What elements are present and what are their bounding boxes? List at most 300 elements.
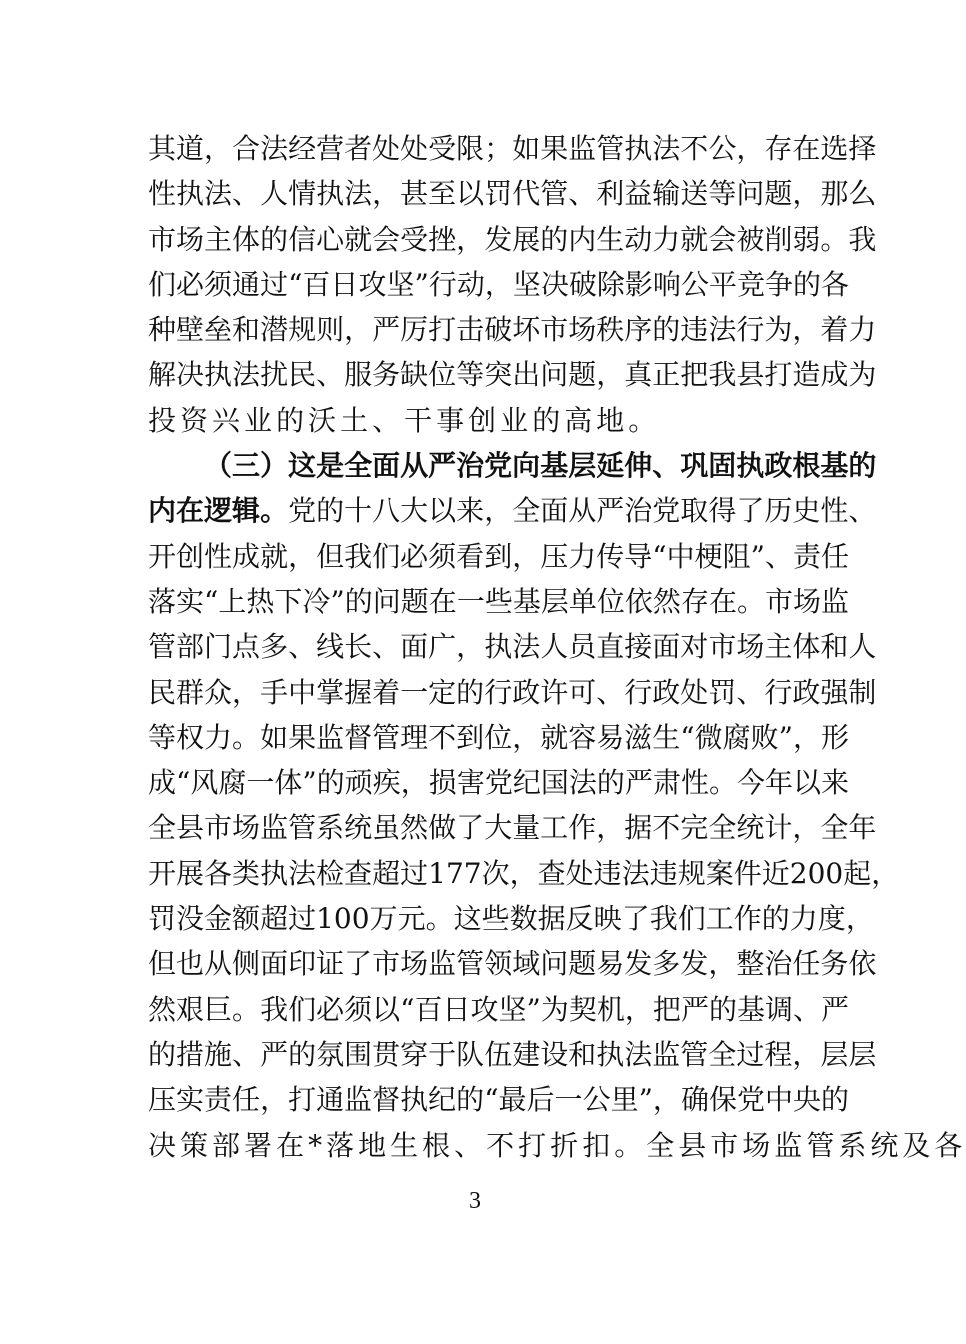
text-char: 的 [848,449,877,483]
text-char: 害 [456,766,485,800]
text-char: 滋 [624,720,653,754]
text-char: 策 [180,1128,213,1162]
text-char: 体 [792,630,821,664]
text-char: 的 [761,902,790,936]
text-char: 输 [652,177,681,211]
text-char: 内 [148,494,177,528]
text-char: 发 [624,947,653,981]
text-char: 执 [316,177,345,211]
text-char: 题 [568,947,597,981]
text-char: 中 [666,539,695,573]
text-char: 经 [288,132,317,165]
text-char: 腐 [722,720,751,754]
text-char: 在 [428,584,457,618]
text-char: 的 [316,766,345,800]
text-char: 性 [680,766,709,800]
text-char: 顽 [344,766,373,800]
text-char: 设 [540,1037,569,1071]
text-char: 着 [372,675,401,709]
text-char: 如 [512,132,541,165]
text-char: 工 [705,902,734,936]
text-char: 严 [372,313,401,347]
text-line [148,262,850,307]
text-char: 限 [456,132,485,165]
text-char: 次 [481,856,510,890]
text-char: 地 [358,1128,391,1162]
text-char: 监 [344,1083,373,1117]
text-char: 发 [484,222,513,256]
text-char: 了 [456,811,485,845]
text-char: 市 [148,222,177,256]
text-char: 县 [678,1128,711,1162]
text-char: 心 [316,222,345,256]
text-char: 就 [680,222,709,256]
text-char: ， [372,177,401,211]
text-char: 市 [710,1128,743,1162]
text-char: 艰 [176,992,205,1026]
text-char: 公 [708,132,737,165]
text-char: 一 [456,584,485,618]
text-char: 然 [652,584,681,618]
text-char: 壁 [176,313,205,347]
text-char: 法 [204,177,233,211]
text-char: 基 [736,992,765,1026]
text-char: 统 [736,811,765,845]
text-char: 场 [793,584,822,618]
text-line [148,624,877,669]
text-char: 督 [344,720,373,754]
text-char: 场 [736,630,765,664]
text-char: 成 [148,766,177,800]
text-char: 就 [260,539,289,573]
text-char: ， [792,313,821,347]
text-char: 管 [680,1037,709,1071]
text-char: 打 [518,1128,551,1162]
text-char: 政 [764,449,793,483]
text-char: 任 [792,947,821,981]
text-char: 长 [344,630,373,664]
text-char: 贯 [372,1037,401,1071]
text-char: 执 [176,177,205,211]
text-char: 了 [736,494,765,528]
text-char: 政 [792,675,821,709]
text-char: 单 [568,584,597,618]
text-char: 的 [456,1083,485,1117]
text-char: 规 [677,856,706,890]
text-char: 、 [232,177,261,211]
text-char: 坚 [512,267,541,301]
text-char: 我 [344,539,373,573]
text-char: 实 [176,1083,205,1117]
text-line [148,805,877,850]
text-char: 平 [708,267,737,301]
text-char: 场 [400,947,429,981]
text-char: 压 [148,1083,177,1117]
text-char: 道 [176,132,205,165]
text-char: 果 [540,132,569,165]
text-char: 生 [390,1128,423,1162]
text-char: 措 [176,1037,205,1071]
text-char: 不 [680,132,709,165]
text-char: 会 [708,222,737,256]
text-char: 种 [148,313,177,347]
text-char: 也 [176,947,205,981]
text-char: 以 [793,766,822,800]
text-char: 资 [180,403,213,437]
text-char: 把 [652,992,681,1026]
text-char: 严 [428,449,457,483]
text-char: 程 [764,1037,793,1071]
text-char: 弱 [792,222,821,256]
text-char: “ [680,720,695,754]
text-char: 行 [736,313,765,347]
text-char: 日 [330,267,359,301]
text-char: 些 [481,902,510,936]
text-char: 域 [512,947,541,981]
text-char: 攻 [470,992,499,1026]
text-char: 执 [736,449,765,483]
text-char: 影 [624,267,653,301]
text-char: 依 [624,584,653,618]
text-char: 真 [624,358,653,392]
text-char: 沃 [308,403,341,437]
text-char: ， [792,1037,821,1071]
text-char: 行 [484,675,513,709]
text-char: “ [204,584,219,618]
text-char: 阻 [722,539,751,573]
text-char: 执 [596,1037,625,1071]
text-line [148,670,877,715]
text-char: 向 [512,449,541,483]
text-char: 除 [596,267,625,301]
text-char: 管 [372,720,401,754]
text-char: 们 [148,267,177,301]
text-char: 。 [708,766,737,800]
text-char: 近 [761,856,790,890]
text-char: 强 [820,675,849,709]
text-char: ， [400,766,429,800]
text-char: ” [330,584,345,618]
text-char: 行 [428,267,457,301]
text-char: 年 [848,811,877,845]
text-line [148,1032,877,1077]
text-char: 严 [680,992,709,1026]
text-char: 么 [848,177,877,211]
text-char: 场 [568,313,597,347]
text-line [148,352,877,397]
text-char: 、 [736,675,765,709]
text-char: 务 [372,358,401,392]
text-char: 法 [260,132,289,165]
text-char: ， [232,675,261,709]
text-char: 监 [652,1037,681,1071]
text-char: 计 [764,811,793,845]
text-char: 治 [456,449,485,483]
text-char: 规 [288,313,317,347]
text-char: 百 [302,267,331,301]
text-char: 通 [232,267,261,301]
text-char: 执 [204,358,233,392]
text-char: ， [652,1083,681,1117]
text-char: 我 [848,222,877,256]
text-char: 的 [532,403,565,437]
text-char: 、 [288,630,317,664]
text-char: 施 [204,1037,233,1071]
document-body [148,126,966,1168]
text-char: 金 [204,902,233,936]
text-char: 场 [232,811,261,845]
text-char: 万 [369,902,398,936]
text-char: 根 [422,1128,455,1162]
text-char: 最 [498,1083,527,1117]
text-char: 额 [232,902,261,936]
text-char: 法 [624,1037,653,1071]
text-char: 成 [820,358,849,392]
text-char: 上 [218,584,247,618]
text-char: 县 [736,358,765,392]
text-char: “ [652,539,667,573]
text-char: 业 [500,403,533,437]
text-char: 督 [372,1083,401,1117]
text-char: 冷 [302,584,331,618]
text-char: 的 [288,1037,317,1071]
text-char: 体 [274,766,303,800]
text-char: 、 [568,177,597,211]
text-char: 门 [204,630,233,664]
text-char: 治 [624,494,653,528]
text-char: 体 [232,222,261,256]
text-char: 业 [244,403,277,437]
text-char: 者 [344,132,373,165]
text-char: 200 [789,856,844,890]
text-char: 在 [276,1128,309,1162]
text-char: 检 [316,856,345,890]
text-char: 导 [624,539,653,573]
text-char: 层 [820,1037,849,1071]
text-char: 风 [190,766,219,800]
text-char: 我 [260,992,289,1026]
text-char: 元 [397,902,426,936]
text-char: 中 [288,675,317,709]
text-line [148,579,850,624]
text-char: 压 [540,539,569,573]
text-char: ， [456,222,485,256]
text-char: 。 [232,720,261,754]
text-char: ， [708,947,737,981]
text-char: 下 [274,584,303,618]
text-char: ” [302,766,317,800]
text-char: 逻 [204,494,233,528]
text-char: 层 [848,1037,877,1071]
text-char: 从 [400,449,429,483]
text-char: 到 [456,720,485,754]
text-char: 纪 [428,1083,457,1117]
text-char: 干 [404,403,437,437]
text-char: 题 [568,358,597,392]
text-char: 度 [817,902,846,936]
text-char: ， [792,177,821,211]
text-char: 利 [596,177,625,211]
text-char: ， [288,539,317,573]
text-char: 177 [428,856,482,890]
text-char: 果 [288,720,317,754]
text-char: 坏 [512,313,541,347]
text-char: ， [512,539,541,573]
text-char: 择 [848,132,877,165]
text-char: 内 [568,222,597,256]
text-char: ， [344,313,373,347]
text-char: 广 [428,630,457,664]
text-char: ； [484,132,513,165]
text-char: 处 [400,132,429,165]
text-char: 些 [484,584,513,618]
text-char: 来 [456,494,485,528]
text-char: 存 [764,132,793,165]
text-char: ” [526,992,541,1026]
text-char: 打 [288,1083,317,1117]
text-char: 场 [176,222,205,256]
text-char: 虽 [372,811,401,845]
text-char: 和 [232,313,261,347]
text-line [148,1077,850,1122]
text-char: 、 [316,358,345,392]
text-char: 到 [484,539,513,573]
text-char: 决 [540,267,569,301]
text-char: ， [596,811,625,845]
text-char: 厉 [400,313,429,347]
text-char: 严 [821,992,850,1026]
text-char: 政 [512,675,541,709]
text-char: 行 [624,675,653,709]
text-char: 全 [708,1037,737,1071]
text-char: 打 [428,313,457,347]
text-char: 基 [820,449,849,483]
text-char: 生 [652,720,681,754]
text-char: 系 [838,1128,871,1162]
text-char: 违 [680,313,709,347]
text-char: 县 [176,811,205,845]
text-char: 来 [821,766,850,800]
text-char: 如 [260,720,289,754]
text-char: 在 [176,494,205,528]
text-char: 为 [848,358,877,392]
text-char: 就 [344,222,373,256]
text-char: 全 [148,811,177,845]
text-char: 兴 [212,403,245,437]
text-char: 、 [372,630,401,664]
text-char: 、 [652,449,681,483]
text-char: 大 [400,494,429,528]
text-char: 建 [512,1037,541,1071]
text-char: 那 [820,177,849,211]
text-char: 着 [820,313,849,347]
text-char: 整 [736,947,765,981]
text-char: 完 [680,811,709,845]
text-char: 监 [821,584,850,618]
text-char: 动 [624,222,653,256]
text-char: 的 [316,494,345,528]
text-char: 映 [593,902,622,936]
text-char: 员 [568,630,597,664]
text-char: 、 [596,675,625,709]
text-char: 的 [148,1037,177,1071]
text-char: 大 [484,811,513,845]
text-char: 微 [694,720,723,754]
text-char: 许 [540,675,569,709]
text-char: 公 [680,267,709,301]
text-char: 则 [316,313,345,347]
text-char: 击 [456,313,485,347]
text-char: 面 [652,630,681,664]
text-char: 法 [568,766,597,800]
text-char: 全 [708,811,737,845]
text-char: 责 [793,539,822,573]
text-char: “ [176,766,191,800]
text-char: 过 [736,1037,765,1071]
text-char: 我 [649,902,678,936]
text-char: 执 [260,856,289,890]
text-char: 、 [372,403,405,437]
text-char: 部 [176,630,205,664]
text-char: 投 [148,403,181,437]
text-char: 争 [764,267,793,301]
text-char: 务 [820,947,849,981]
text-char: 至 [428,177,457,211]
text-char: 但 [316,539,345,573]
text-char: 不 [652,811,681,845]
text-char: ， [845,902,874,936]
text-char: 开 [148,856,177,890]
text-char: 力 [848,313,877,347]
text-line [148,851,900,896]
text-char: 被 [736,222,765,256]
text-char: 的 [793,267,822,301]
text-char: 罚 [708,675,737,709]
text-char: 100 [316,902,370,936]
text-char: 破 [568,267,597,301]
text-char: 、 [793,992,822,1026]
text-char: 高 [564,403,597,437]
text-char: 固 [708,449,737,483]
text-char: 层 [540,584,569,618]
text-char: ， [792,811,821,845]
text-char: 署 [244,1128,277,1162]
text-char: 各 [821,267,850,301]
text-char: 一 [400,675,429,709]
text-char: 须 [344,992,373,1026]
text-char: 层 [568,449,597,483]
text-char: 动 [456,267,485,301]
text-char: 各 [934,1128,966,1162]
text-char: 问 [372,584,401,618]
text-char: 法 [621,856,650,890]
text-char: 热 [246,584,275,618]
text-char: 查 [537,856,566,890]
text-char: 调 [764,992,793,1026]
text-char: 破 [484,313,513,347]
text-char: 决 [148,1128,181,1162]
text-char: 人 [260,177,289,211]
text-char: 民 [148,675,177,709]
text-char: 力 [204,720,233,754]
text-char: 的 [260,222,289,256]
text-char: 这 [288,449,317,483]
text-char: 展 [512,222,541,256]
text-char: 据 [537,902,566,936]
text-char: 等 [708,177,737,211]
text-char: 执 [624,132,653,165]
text-char: 容 [568,720,597,754]
